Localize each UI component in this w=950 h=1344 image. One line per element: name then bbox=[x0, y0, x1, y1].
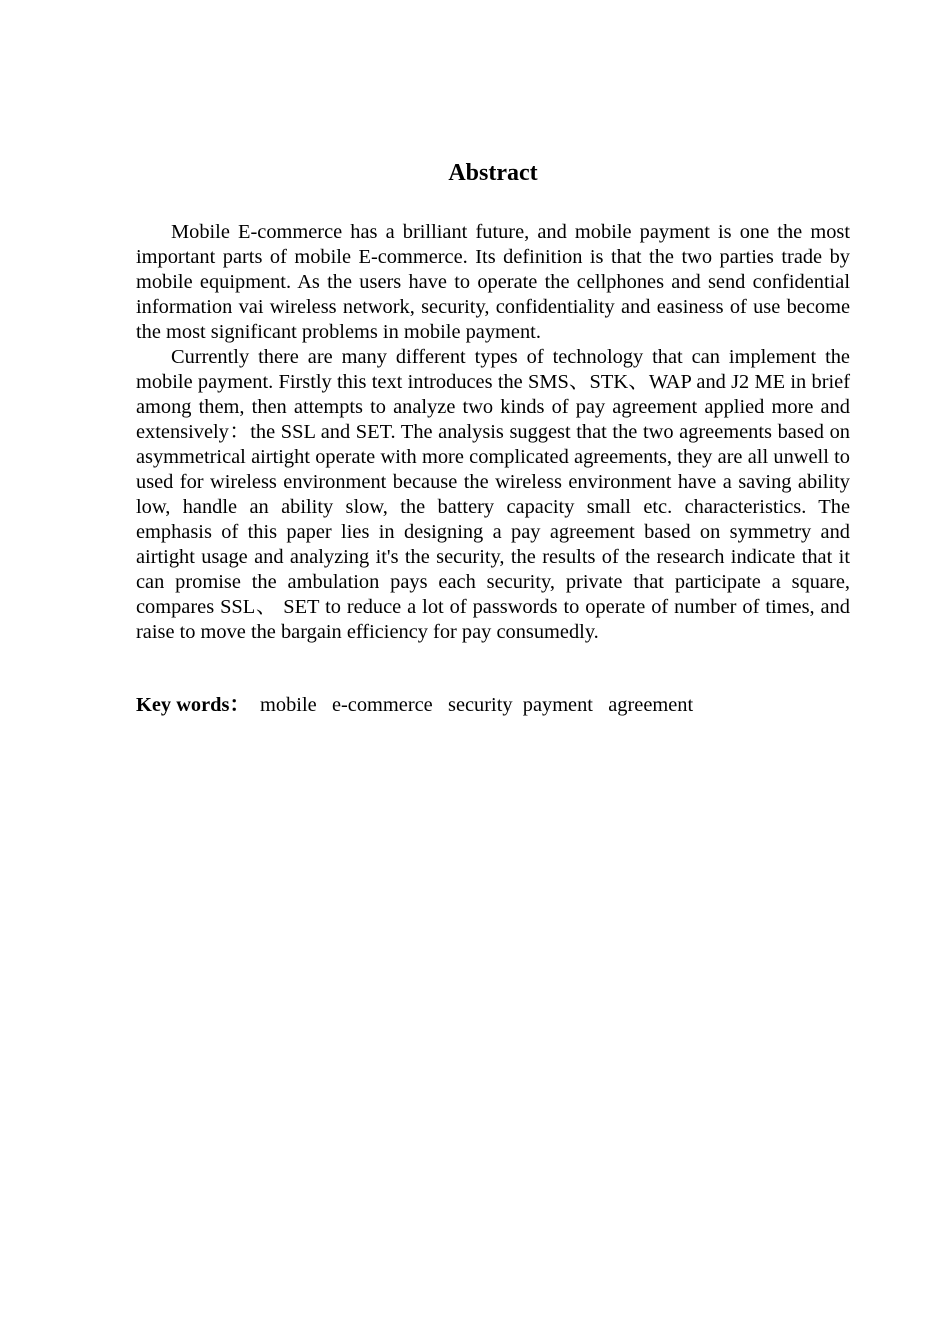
abstract-body bbox=[136, 220, 850, 645]
keywords-terms: mobile e-commerce security payment agreement bbox=[249, 694, 694, 716]
keywords-label: Key words： bbox=[136, 694, 250, 716]
abstract-title: Abstract bbox=[448, 160, 538, 186]
keywords-line bbox=[136, 693, 850, 718]
abstract-paragraph: Mobile E-commerce has a brilliant future, and mobile payment is one the most important parts of mobile E-commerce. Its definition is that the two parties trade by mobile equipment. As the users have to operate the cellphones and send confidential information vai wireless network, security, confidentiality and easiness of use become the most significant problems in mobile payment. bbox=[136, 221, 850, 343]
abstract-paragraph: Currently there are many different types of technology that can implement the mobile payment. Firstly this text introduces the SMS、STK、WAP and J2 ME in brief among them, then attempts to analyze two kinds of pay agreement applied more and extensively：the SSL and SET. The analysis suggest that the two agreements based on asymmetrical airtight operate with more complicated agreements, they are all unwell to used for wireless environment because the wireless environment have a saving ability low, handle an ability slow, the battery capacity small etc. characteristics. The emphasis of this paper lies in designing a pay agreement based on symmetry and airtight usage and analyzing it's the security, the results of the research indicate that it can promise the ambulation pays each security, private that participate a square, compares SSL、 SET to reduce a lot of passwords to operate of number of times, and raise to move the bargain efficiency for pay consumedly. bbox=[136, 346, 850, 643]
